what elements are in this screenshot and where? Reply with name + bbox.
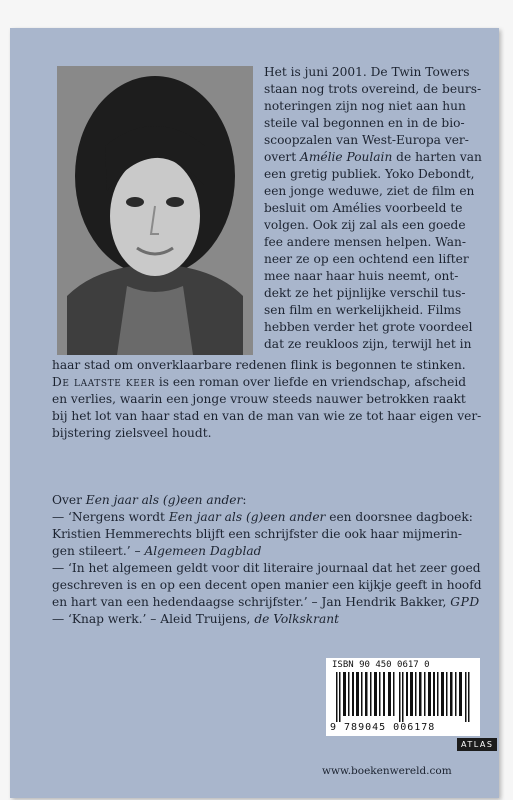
blurb-line: staan nog trots overeind, de beurs-	[264, 82, 482, 96]
blurb-text: overt	[264, 150, 301, 164]
blurb-line: een jonge weduwe, ziet de film en	[264, 184, 475, 198]
reviews-intro	[52, 492, 492, 509]
blurb-line: besluit om Amélies voorbeeld te	[264, 201, 463, 215]
review-text: en hart van een hedendaagse schrijfster.’ – Jan Hendrik Bakker,	[52, 595, 451, 609]
book-title-small-caps: De laatste keer	[52, 375, 155, 389]
review-text: een doorsnee dagboek:	[325, 510, 473, 524]
reviewed-book-title: Een jaar als (g)een ander	[168, 510, 326, 524]
blurb-line: bijstering zielsveel houdt.	[52, 426, 212, 440]
publisher-website: www.boekenwereld.com	[322, 765, 452, 777]
review-2-line	[52, 594, 492, 611]
review-1-line: Kristien Hemmerechts blijft een schrijfster die ook haar mijmerin-	[52, 527, 463, 541]
review-source: GPD	[450, 595, 480, 609]
review-text: — ‘Nergens wordt	[52, 510, 169, 524]
review-text: gen stileert.’ –	[52, 544, 145, 558]
review-1-line	[52, 509, 492, 526]
blurb-line: Het is juni 2001. De Twin Towers	[264, 65, 470, 79]
ean-number: 9 789045 006178	[330, 722, 436, 733]
review-source: de Volkskrant	[254, 612, 339, 626]
author-portrait-image	[57, 66, 253, 355]
blurb-line: hebben verder het grote voordeel	[264, 320, 473, 334]
press-reviews	[52, 492, 492, 628]
reviews-intro-text: Over	[52, 493, 86, 507]
review-1-line	[52, 543, 492, 560]
reviews-intro-colon: :	[242, 493, 247, 507]
blurb-line: een gretig publiek. Yoko Debondt,	[264, 167, 475, 181]
publisher-logo: ATLAS	[457, 738, 497, 751]
review-2-line: — ‘In het algemeen geldt voor dit literaire journaal dat het zeer goed	[52, 561, 481, 575]
barcode-icon	[336, 672, 470, 722]
blurb-line: fee andere mensen helpen. Wan-	[264, 235, 466, 249]
film-title: Amélie Poulain	[300, 150, 393, 164]
isbn-number: ISBN 90 450 0617 0	[332, 660, 430, 670]
review-3-line	[52, 611, 492, 628]
blurb-paragraph-full	[52, 357, 492, 442]
review-source: Algemeen Dagblad	[144, 544, 262, 558]
blurb-line: en verlies, waarin een jonge vrouw steeds nauwer betrokken raakt	[52, 392, 466, 406]
blurb-text: de harten van	[392, 150, 482, 164]
blurb-line	[264, 149, 492, 166]
reviewed-book-title: Een jaar als (g)een ander	[85, 493, 243, 507]
review-2-line: geschreven is en op een decent open manier een kijkje geeft in hoofd	[52, 578, 482, 592]
book-back-cover	[10, 28, 499, 798]
review-text: — ‘Knap werk.’ – Aleid Truijens,	[52, 612, 255, 626]
blurb-line: dekt ze het pijnlijke verschil tus-	[264, 286, 466, 300]
blurb-line: haar stad om onverklaarbare redenen flink is begonnen te stinken.	[52, 358, 466, 372]
blurb-line: noteringen zijn nog niet aan hun	[264, 99, 466, 113]
blurb-line: dat ze reukloos zijn, terwijl het in	[264, 337, 472, 351]
blurb-paragraph-right	[264, 64, 492, 353]
author-photo	[57, 66, 253, 355]
blurb-line	[52, 374, 492, 391]
blurb-line: scoopzalen van West-Europa ver-	[264, 133, 469, 147]
barcode-panel	[326, 658, 480, 736]
blurb-line: bij het lot van haar stad en van de man van wie ze tot haar eigen ver-	[52, 409, 482, 423]
blurb-line: neer ze op een ochtend een lifter	[264, 252, 469, 266]
blurb-line: steile val begonnen en in de bio-	[264, 116, 465, 130]
blurb-text: is een roman over liefde en vriendschap, afscheid	[154, 375, 467, 389]
blurb-line: mee naar haar huis neemt, ont-	[264, 269, 459, 283]
blurb-line: sen film en werkelijkheid. Films	[264, 303, 462, 317]
blurb-line: volgen. Ook zij zal als een goede	[264, 218, 466, 232]
